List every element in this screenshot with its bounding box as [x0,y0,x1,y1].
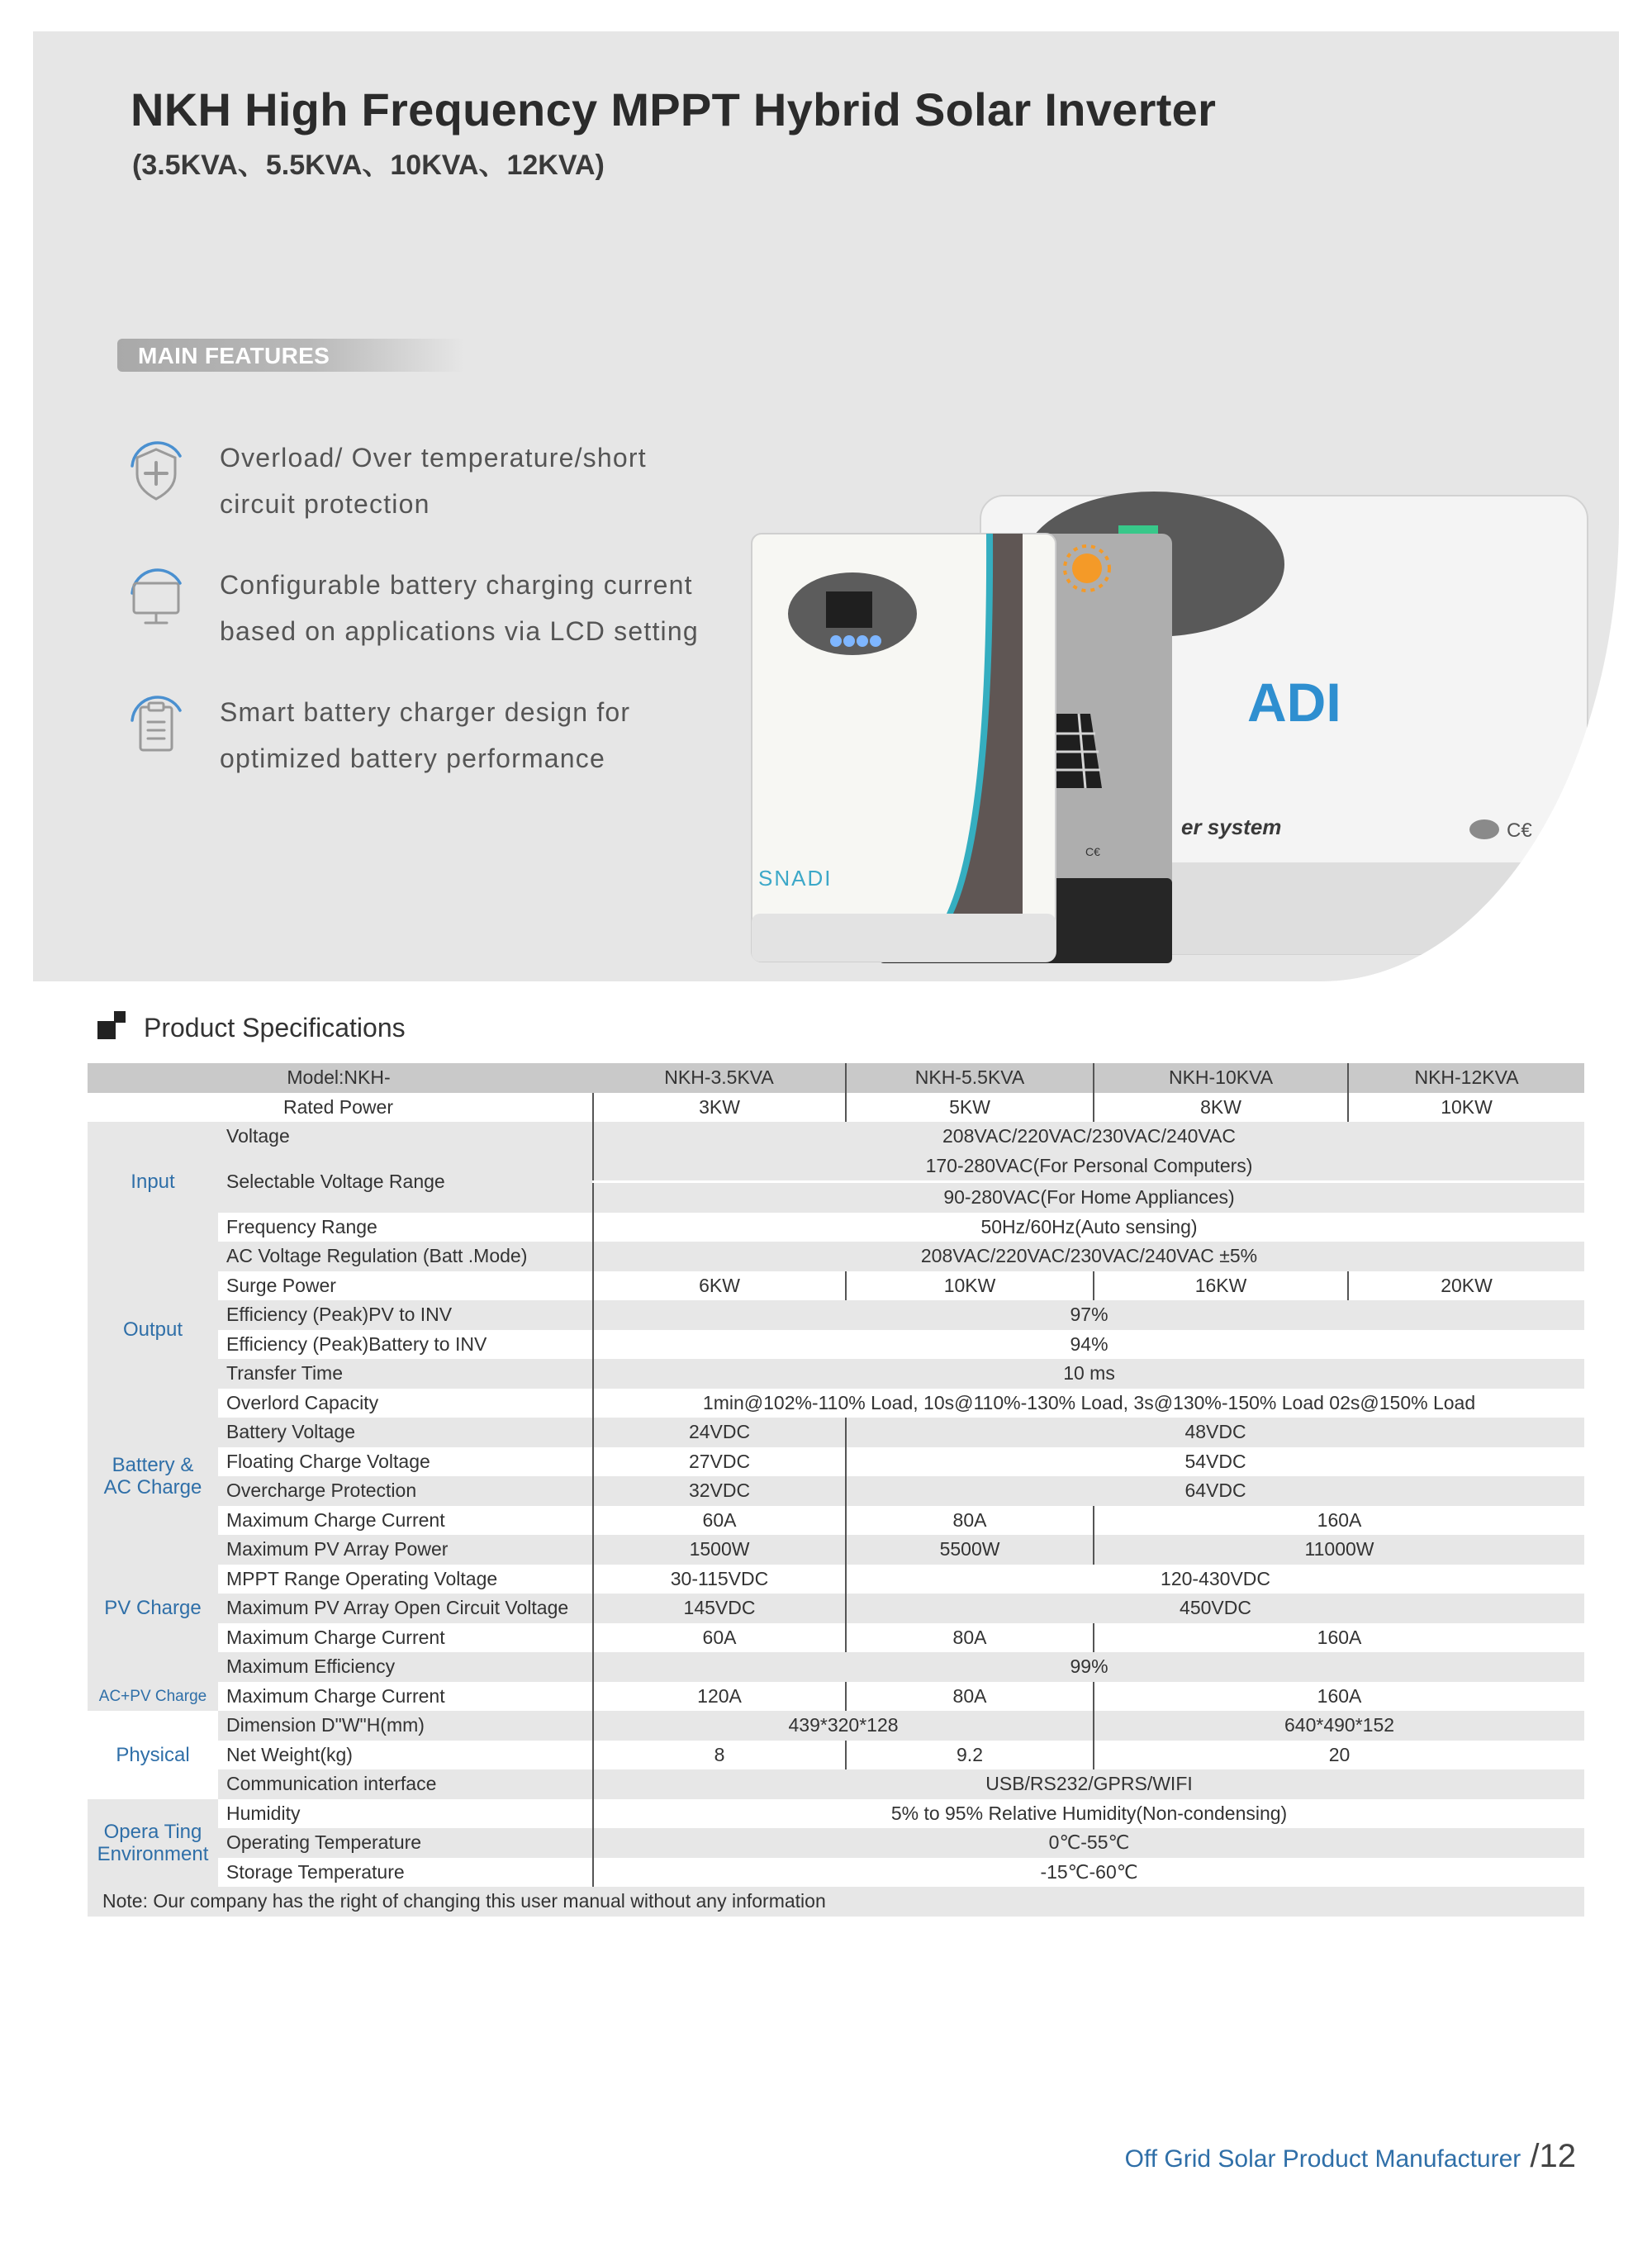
table-row [88,1271,1584,1301]
clipboard-icon [119,689,193,763]
table-cell: 11000W [1094,1535,1584,1565]
page-subtitle: (3.5KVA、5.5KVA、10KVA、12KVA) [132,150,605,181]
feature-text-line: Configurable battery charging current [220,570,693,600]
main-features-label: MAIN FEATURES [138,343,330,368]
category-output: Output [88,1242,218,1418]
brand-logo-small: SNADI [758,866,833,891]
row-label: Maximum PV Array Open Circuit Voltage [218,1594,593,1623]
table-cell: 5500W [846,1535,1094,1565]
footer [1125,2138,1576,2175]
table-note-row [88,1887,1584,1917]
row-label: AC Voltage Regulation (Batt .Mode) [218,1242,593,1271]
table-row [88,1623,1584,1653]
table-row [88,1122,1584,1152]
table-cell: 3KW [699,1095,740,1118]
table-cell: 64VDC [846,1476,1584,1506]
table-cell: 160A [1094,1623,1584,1653]
table-cell: USB/RS232/GPRS/WIFI [593,1769,1584,1799]
table-cell: 24VDC [593,1418,846,1447]
row-label: Maximum Charge Current [218,1506,593,1536]
row-label: Overcharge Protection [218,1476,593,1506]
table-row [88,1242,1584,1271]
slogan-back: er system [1181,815,1282,839]
table-cell: -15℃-60℃ [1040,1860,1138,1883]
table-cell: 27VDC [688,1450,751,1472]
table-cell: 208VAC/220VAC/230VAC/240VAC ±5% [593,1242,1584,1271]
table-row [88,1300,1584,1330]
table-row [88,1359,1584,1389]
row-label: Selectable Voltage Range [218,1152,593,1213]
row-label: MPPT Range Operating Voltage [218,1565,593,1594]
table-cell: 1500W [593,1535,846,1565]
table-row [88,1565,1584,1594]
table-cell: 20KW [1348,1271,1584,1301]
table-cell: 9.2 [846,1741,1094,1770]
table-cell: 99% [593,1652,1584,1682]
row-label: Efficiency (Peak)Battery to INV [218,1330,593,1360]
table-row [88,1476,1584,1506]
model-header-cell: NKH-12KVA [1348,1063,1584,1093]
table-row [88,1213,1584,1242]
table-cell: 6KW [699,1274,740,1296]
page-title: NKH High Frequency MPPT Hybrid Solar Inverter [131,83,1217,135]
table-row [88,1152,1584,1182]
inverter-product-image [745,461,1596,973]
table-cell: 450VDC [846,1594,1584,1623]
shield-plus-icon [119,435,193,509]
table-header-row [88,1063,1584,1093]
feature-text-line: based on applications via LCD setting [220,616,699,646]
table-row [88,1594,1584,1623]
table-cell: 94% [1070,1332,1108,1355]
table-row [88,1828,1584,1858]
hero-panel [33,31,1619,981]
table-row [88,1769,1584,1799]
table-cell: 32VDC [593,1476,846,1506]
specifications-table [88,1063,1584,1917]
table-cell: 8KW [1094,1093,1348,1123]
row-label: Surge Power [218,1271,593,1301]
table-cell: 97% [593,1300,1584,1330]
row-label: Overlord Capacity [218,1389,593,1418]
category-ac-pv-charge: AC+PV Charge [88,1682,218,1712]
row-label: Maximum Efficiency [218,1652,593,1682]
table-row [88,1711,1584,1741]
table-cell: 208VAC/220VAC/230VAC/240VAC [593,1122,1584,1152]
model-header-cell: NKH-5.5KVA [846,1063,1094,1093]
monitor-icon [119,562,193,636]
table-row [88,1741,1584,1770]
table-cell: 160A [1094,1506,1584,1536]
table-cell: 8 [714,1743,725,1765]
table-cell: 5% to 95% Relative Humidity(Non-condensing) [890,1802,1288,1824]
small-inverter-image [752,534,1056,962]
feature-text-line: circuit protection [220,489,430,519]
table-cell: 439*320*128 [593,1711,1094,1741]
table-cell: 170-280VAC(For Personal Computers) [593,1152,1584,1182]
table-cell: 30-115VDC [670,1567,769,1589]
table-cell: 90-280VAC(For Home Appliances) [593,1182,1584,1213]
category-line: Battery & [112,1454,194,1476]
row-label: Frequency Range [218,1213,593,1242]
table-cell: 48VDC [846,1418,1584,1447]
table-row [88,1506,1584,1536]
footer-separator: / [1521,2138,1540,2174]
category-line: Opera Ting [103,1820,202,1843]
model-header-cell: NKH-10KVA [1094,1063,1348,1093]
table-row [88,1389,1584,1418]
category-line: AC Charge [103,1476,202,1499]
table-cell: 60A [702,1626,737,1648]
row-label: Maximum Charge Current [218,1682,593,1712]
table-row [88,1418,1584,1447]
table-cell: 54VDC [846,1447,1584,1477]
table-cell: 1min@102%-110% Load, 10s@110%-130% Load, 3s@130%-150% Load 02s@150% Load [702,1391,1476,1413]
table-row [88,1682,1584,1712]
table-cell: 160A [1094,1682,1584,1712]
specifications-title: Product Specifications [144,1013,406,1043]
row-label: Maximum Charge Current [218,1623,593,1653]
table-row [88,1858,1584,1888]
row-label: Dimension D"W"H(mm) [218,1711,593,1741]
category-pv-charge: PV Charge [88,1535,218,1682]
category-operating-environment [88,1799,218,1888]
model-header-cell: NKH-3.5KVA [593,1063,846,1093]
table-cell: 10KW [1348,1093,1584,1123]
model-header-label: Model:NKH- [88,1063,593,1093]
feature-text-line: Smart battery charger design for [220,697,631,727]
category-input: Input [88,1122,218,1242]
svg-text:C€: C€ [1507,819,1532,842]
table-cell: 10 ms [593,1359,1584,1389]
row-label: Rated Power [88,1093,593,1123]
row-label: Battery Voltage [218,1418,593,1447]
row-label: Humidity [218,1799,593,1829]
table-row [88,1535,1584,1565]
table-cell: 16KW [1094,1271,1348,1301]
table-cell: 640*490*152 [1094,1711,1584,1741]
footer-tagline: Off Grid Solar Product Manufacturer [1124,2145,1521,2173]
category-battery-ac-charge [88,1418,218,1535]
table-cell: 20 [1094,1741,1584,1770]
brand-logo-large: ADI [1247,672,1341,733]
row-label: Efficiency (Peak)PV to INV [218,1300,593,1330]
table-cell: 80A [846,1506,1094,1536]
main-features-badge [117,339,464,372]
row-label: Operating Temperature [218,1828,593,1858]
table-cell: 80A [846,1623,1094,1653]
row-label: Storage Temperature [218,1858,593,1888]
row-label: Transfer Time [218,1359,593,1389]
feature-text-line: Overload/ Over temperature/short [220,443,647,473]
table-row [88,1093,1584,1123]
category-physical: Physical [88,1711,218,1799]
table-row [88,1799,1584,1829]
row-label: Voltage [218,1122,593,1152]
svg-text:C€: C€ [1085,845,1100,858]
table-row [88,1652,1584,1682]
table-row [88,1330,1584,1360]
spec-square-icon [96,1011,134,1041]
table-cell: 50Hz/60Hz(Auto sensing) [980,1215,1198,1237]
table-cell: 0℃-55℃ [593,1828,1584,1858]
row-label: Communication interface [218,1769,593,1799]
page-number: 12 [1539,2138,1576,2174]
feature-text-line: optimized battery performance [220,743,606,773]
table-cell: 120-430VDC [846,1565,1584,1594]
category-line: Environment [97,1842,209,1865]
row-label: Floating Charge Voltage [218,1447,593,1477]
row-label: Net Weight(kg) [218,1741,593,1770]
table-cell: 80A [846,1682,1094,1712]
table-cell: 145VDC [593,1594,846,1623]
row-label: Maximum PV Array Power [218,1535,593,1565]
table-cell: 60A [702,1508,737,1531]
table-cell: 5KW [846,1093,1094,1123]
table-note: Note: Our company has the right of changing this user manual without any information [88,1887,1584,1917]
table-row [88,1447,1584,1477]
table-cell: 10KW [846,1271,1094,1301]
table-cell: 120A [697,1684,742,1707]
